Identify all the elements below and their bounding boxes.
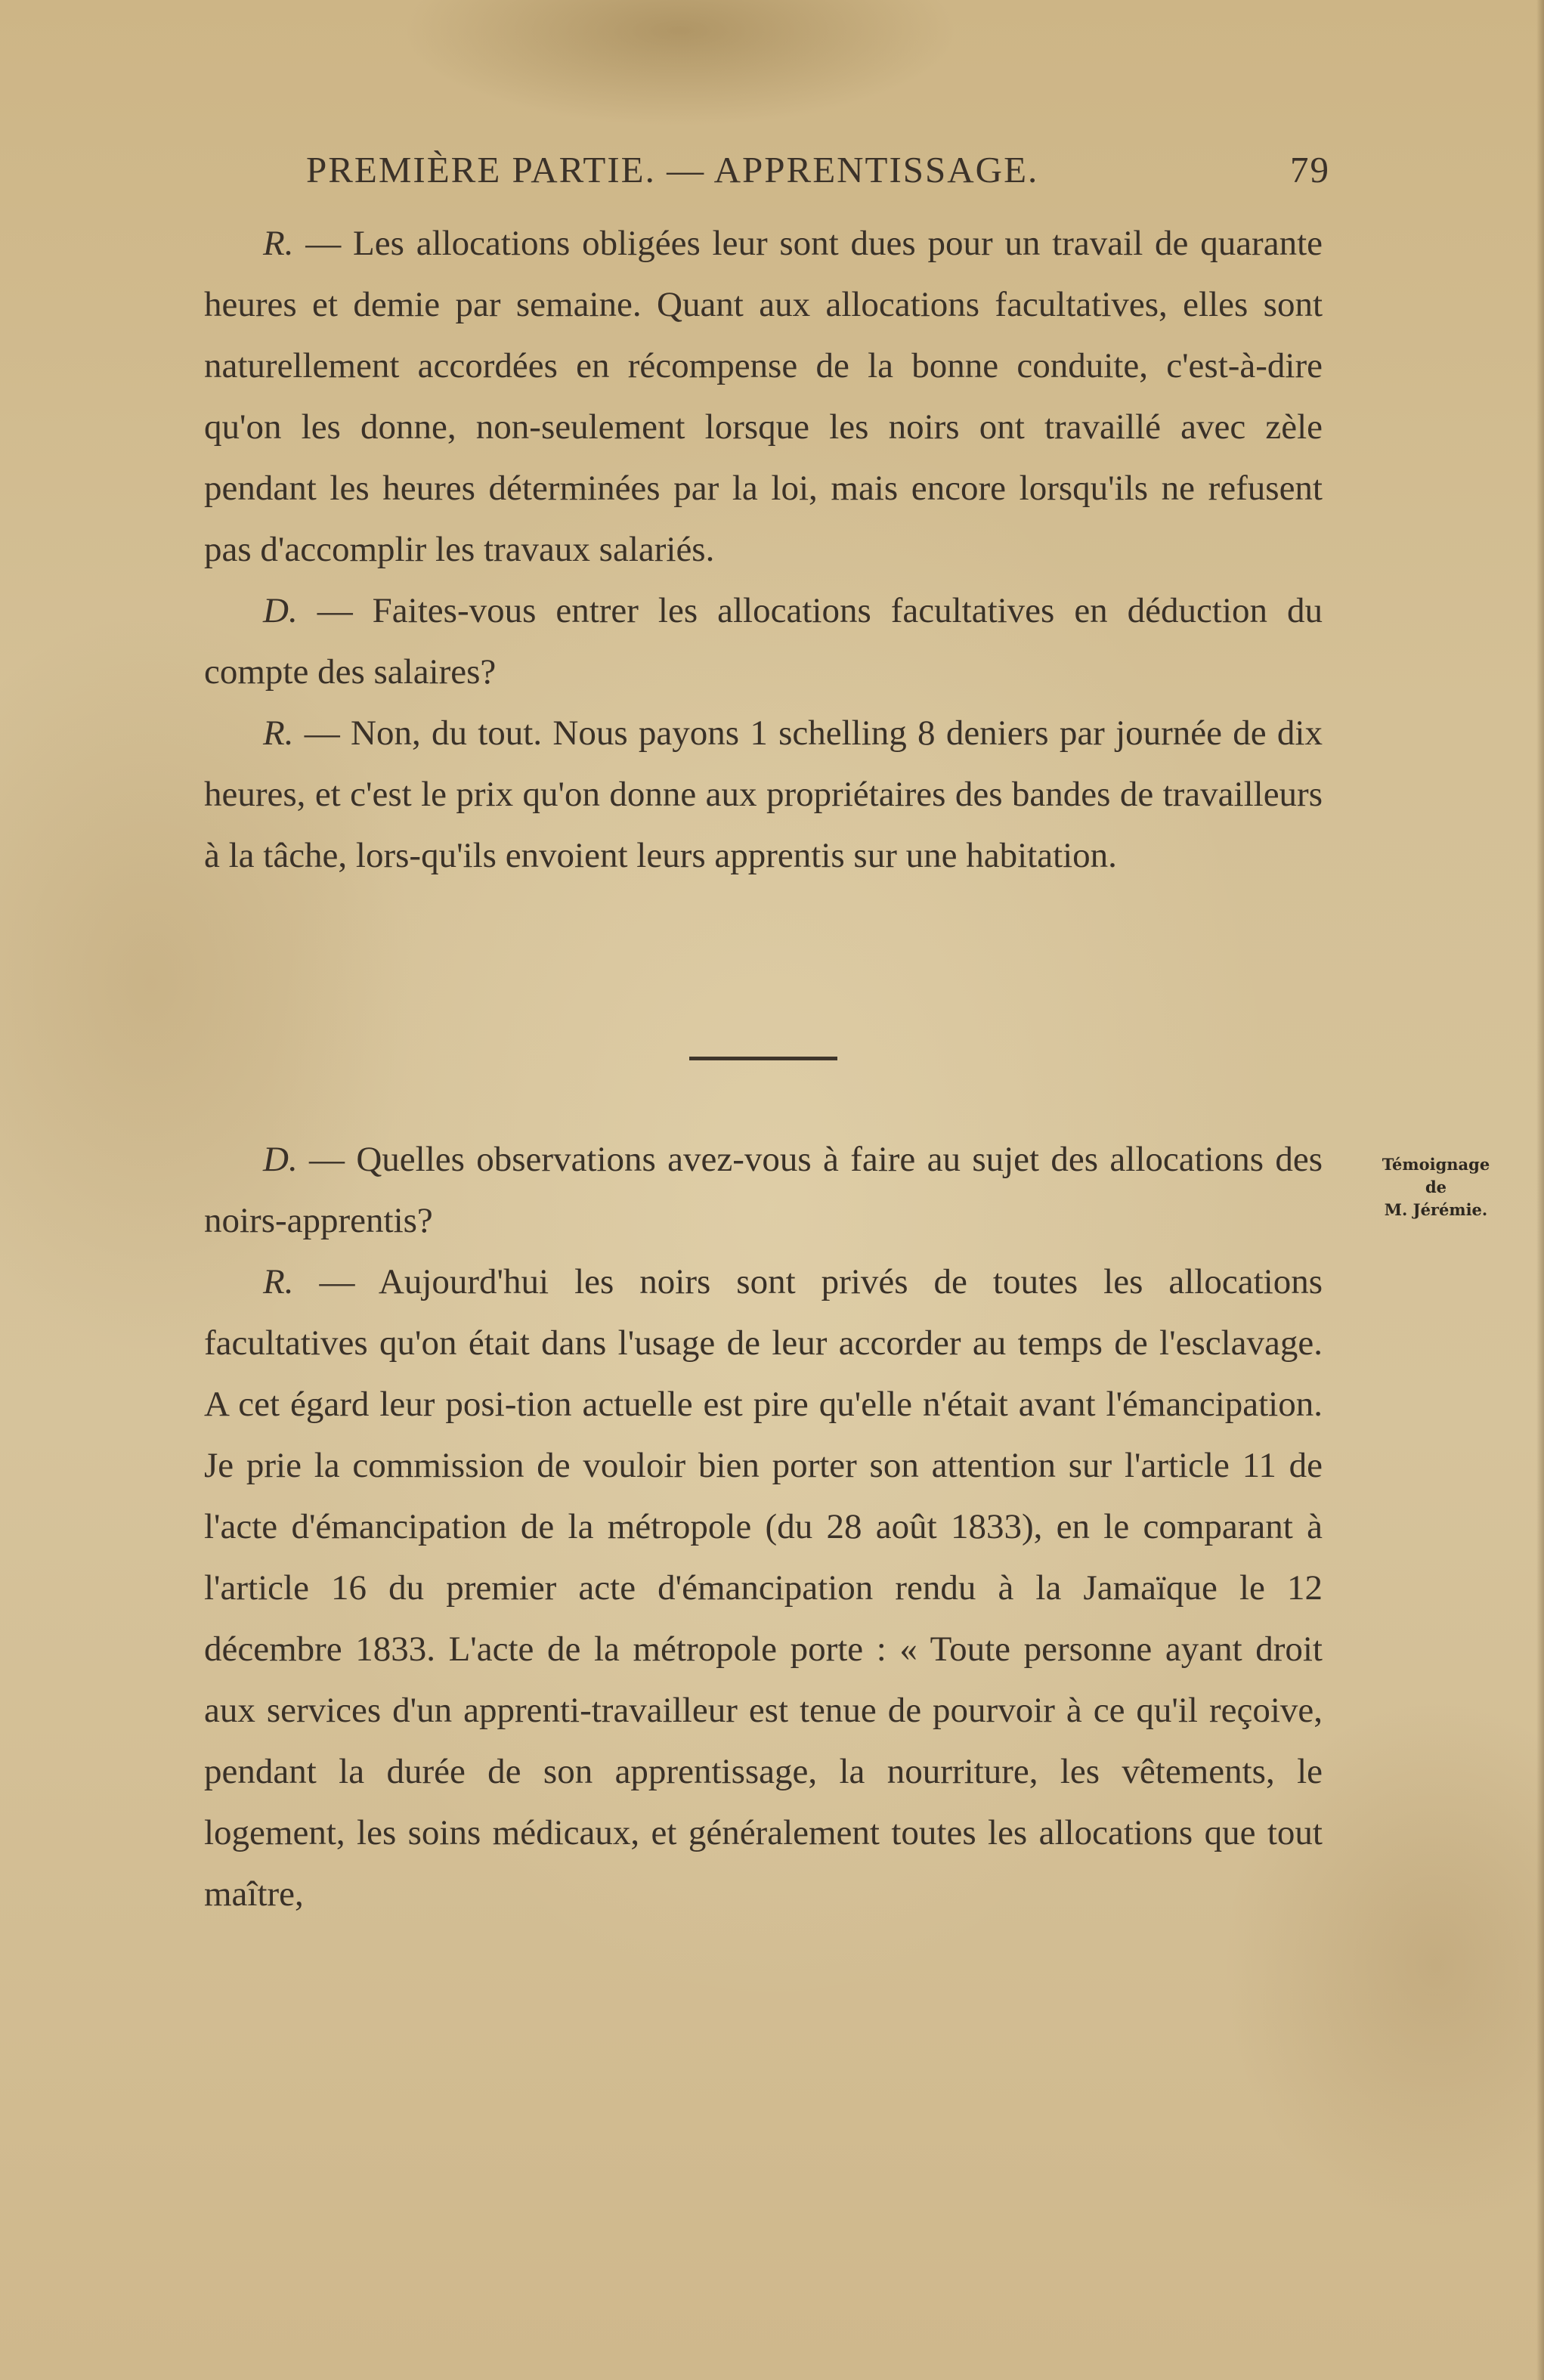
text-block-1 — [204, 213, 1323, 887]
paragraph-text: — Quelles observations avez-vous à faire au sujet des allocations des noirs-apprentis? — [204, 1140, 1323, 1240]
margin-note-line: M. Jérémie. — [1384, 1200, 1488, 1219]
margin-note-line: Témoignage — [1382, 1155, 1490, 1174]
running-title: PREMIÈRE PARTIE. — APPRENTISSAGE. — [306, 149, 1039, 190]
speaker-label: R. — [263, 713, 294, 753]
running-head — [306, 148, 1330, 191]
speaker-label: D. — [263, 1140, 298, 1179]
paragraph-text: — Aujourd'hui les noirs sont privés de toutes les allocations facultatives qu'on était dans l'usage de leur accorder au temps de l'esclavage. A cet égard leur posi-tion actuelle est pire qu'elle n'était avant l'émancipation. Je prie la commission de vouloir bien porter son attention sur l'article 11 de l'acte d'émancipation de la métropole (du 28 août 1833), en le comparant à l'article 16 du premier acte d'émancipation rendu à la Jamaïque le 12 décembre 1833. L'acte de la métropole porte : « Toute personne ayant droit aux services d'un apprenti-travailleur est tenue de pourvoir à ce qu'il reçoive, pendant la durée de son apprentissage, la nourriture, les vêtements, le logement, les soins médicaux, et généralement toutes les allocations que tout maître, — [204, 1262, 1323, 1914]
paragraph-text: — Non, du tout. Nous payons 1 schelling 8 deniers par journée de dix heures, et c'est le prix qu'on donne aux propriétaires des bandes de travailleurs à la tâche, lors-qu'ils envoient leurs apprentis sur une habitation. — [204, 713, 1323, 875]
paragraph-answer-wages — [204, 703, 1323, 887]
page-edge-shadow — [1536, 0, 1544, 2380]
page-number: 79 — [1290, 149, 1330, 190]
margin-note-line: de — [1425, 1178, 1447, 1196]
speaker-label: R. — [263, 1262, 294, 1301]
margin-note — [1360, 1153, 1512, 1221]
paragraph-text: — Faites-vous entrer les allocations facultatives en déduction du compte des salaires? — [204, 591, 1323, 692]
text-block-2 — [204, 1129, 1323, 1925]
paragraph-text: — Les allocations obligées leur sont dues pour un travail de quarante heures et demie par semaine. Quant aux allocations facultatives, elles sont naturellement accordées en récompense de la bonne conduite, c'est-à-dire qu'on les donne, non-seulement lorsque les noirs ont travaillé avec zèle pendant les heures déterminées par la loi, mais encore lorsqu'ils ne refusent pas d'accomplir les travaux salariés. — [204, 224, 1323, 569]
paragraph-answer-allocations — [204, 213, 1323, 580]
paragraph-question-deduction — [204, 580, 1323, 703]
section-divider — [689, 1057, 837, 1060]
speaker-label: R. — [263, 224, 294, 263]
speaker-label: D. — [263, 591, 298, 630]
paragraph-answer-jeremie — [204, 1252, 1323, 1925]
paragraph-question-observations — [204, 1129, 1323, 1252]
